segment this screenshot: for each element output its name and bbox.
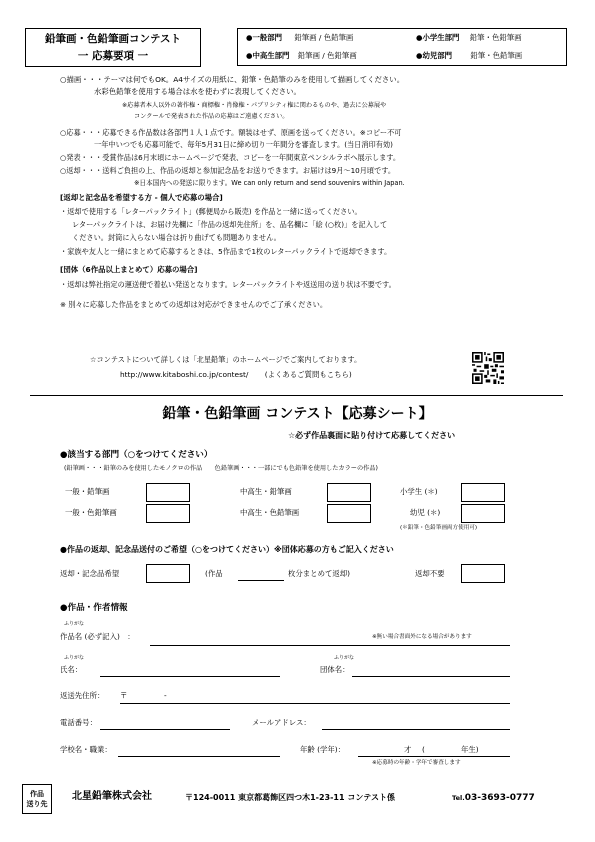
group-heading: [団体（6作品以上まとめて）応募の場合] [60, 265, 198, 274]
header-title-box [25, 28, 201, 67]
divider-line [30, 395, 563, 396]
info-faq: (よくあるご質問もこちら) [264, 370, 352, 379]
category-box [237, 28, 567, 66]
individual-line-4: ・家族や友人と一緒にまとめて応募するときは、5作品まで1枚のレターパックライトで返却できます。 [60, 247, 392, 256]
category-name: 一般部門 [252, 33, 283, 42]
bullet: ● [246, 51, 253, 60]
rule-drawing-1: ○描画・・・テーマは何でもOK。A4サイズの用紙に、鉛筆・色鉛筆のみを使用して描画してください。 [60, 75, 405, 84]
rule-apply-1: ○応募・・・応募できる作品数は各部門１人１点です。額装はせず、原画を送ってください。※コピー不可 [60, 128, 402, 137]
tel-number: 03-3693-0777 [464, 793, 535, 803]
age-label: 年齢 (学年)： [300, 745, 346, 754]
rule-apply-2: 一年中いつでも応募可能で、毎年5月31日に締め切り一年間分を審査します。(当日消印有効) [94, 140, 393, 149]
rule-return-1: ○返却・・・送料ご負担の上、作品の返却と参加記念品をお送りできます。お届けは9月〜10月頃です。 [60, 166, 396, 175]
stamp-line-2: 送り先 [26, 800, 48, 808]
option-checkbox[interactable] [146, 504, 190, 523]
option-label: 一般・色鉛筆画 [65, 508, 117, 517]
address-input[interactable] [120, 703, 510, 704]
individual-line-1: ・返却で使用する「レターパックライト」(郵便局から販売) を作品と一緒に送ってください。 [60, 207, 362, 216]
section3-heading: ●作品・作者情報 [60, 603, 128, 613]
option-label: 中高生・色鉛筆画 [240, 508, 300, 517]
sheet-title: 鉛筆・色鉛筆画 コンテスト【応募シート】 [162, 406, 433, 422]
section2-heading: ●作品の返却、記念品送付のご希望（○をつけてください）※団体応募の方もご記入ください [60, 545, 394, 554]
individual-heading: [返却と記念品を希望する方 ‐ 個人で応募の場合] [60, 193, 223, 202]
footer-address: 〒124-0011 東京都葛飾区四つ木1-23-11 コンテスト係 [185, 793, 396, 802]
work-name-label: 作品名 (必ず記入) ： [60, 632, 135, 641]
option-label: 小学生 (＊) [400, 487, 438, 496]
category-junior-high [246, 51, 357, 61]
option-checkbox[interactable] [461, 483, 505, 502]
info-line: ☆コンテストについて詳しくは「北星鉛筆」のホームページでご案内しております。 [90, 355, 362, 364]
option-label: 一般・鉛筆画 [65, 487, 110, 496]
option-checkbox[interactable] [146, 483, 190, 502]
category-toddler [416, 51, 522, 61]
bullet: ● [246, 33, 253, 42]
send-to-stamp [22, 784, 52, 814]
info-url-link[interactable]: http://www.kitaboshi.co.jp/contest/ [120, 370, 249, 379]
return-none-checkbox[interactable] [461, 564, 505, 583]
return-want-label: 返却・記念品希望 [60, 569, 120, 578]
grade-close: 年生) [461, 745, 479, 754]
category-desc: 鉛筆画 / 色鉛筆画 [294, 33, 354, 42]
return-want-checkbox[interactable] [146, 564, 190, 583]
category-desc: 鉛筆画 / 色鉛筆画 [297, 51, 357, 60]
work-count-suffix: 枚分まとめて返却) [288, 569, 351, 578]
category-desc: 鉛筆・色鉛筆画 [470, 51, 523, 60]
age-input[interactable] [358, 756, 510, 757]
option-label: 幼児 (＊) [410, 508, 441, 517]
category-name: 中高生部門 [252, 51, 290, 60]
category-desc: 鉛筆・色鉛筆画 [469, 33, 522, 42]
group-name-label: 団体名： [320, 665, 350, 674]
sheet-subtitle: ☆必ず作品裏面に貼り付けて応募してください [288, 431, 456, 440]
category-name: 小学生部門 [422, 33, 460, 42]
furigana-label: ふりがな [64, 655, 85, 661]
return-none-label: 返却不要 [415, 569, 445, 578]
name-label: 氏名： [60, 665, 83, 674]
individual-line-3: ください。封筒に入らない場合は折り曲げても問題ありません。 [72, 233, 281, 242]
postal-dash: - [164, 691, 167, 700]
category-name: 幼児部門 [422, 51, 453, 60]
group-note: ※ 別々に応募した作品をまとめての返却は対応ができませんのでご了承ください。 [60, 300, 328, 309]
age-unit: 才 [404, 745, 412, 754]
category-elementary [416, 33, 522, 43]
header-subtitle: 一 応募要項 一 [77, 50, 149, 62]
footer-company: 北星鉛筆株式会社 [72, 791, 152, 802]
info-url[interactable] [120, 370, 352, 380]
qr-code-icon[interactable] [472, 352, 504, 384]
work-name-note: ※無い場合書面外になる場合があります [372, 634, 472, 640]
rule-return-2: ※日本国内への発送に限ります。We can only return and send souvenirs within Japan. [134, 179, 405, 187]
school-label: 学校名・職業： [60, 745, 112, 754]
group-name-input[interactable] [352, 676, 510, 677]
tel-label: Tel. [452, 794, 465, 802]
work-count-input[interactable] [238, 580, 284, 581]
phone-input[interactable] [100, 729, 230, 730]
stamp-line-1: 作品 [30, 790, 44, 798]
category-general [246, 33, 353, 43]
furigana-label: ふりがな [64, 621, 85, 627]
work-count-prefix: (作品 [205, 569, 223, 578]
group-line-1: ・返却は弊社指定の運送便で着払い発送となります。レターパックライトや返送用の送り状は不要です。 [60, 280, 396, 289]
phone-label: 電話番号： [60, 718, 97, 727]
section1-heading: ●該当する部門（○をつけてください） [60, 450, 213, 460]
postal-mark: 〒 [120, 691, 128, 700]
option-checkbox[interactable] [327, 483, 371, 502]
option-checkbox[interactable] [461, 504, 505, 523]
bullet: ● [416, 33, 423, 42]
bullet: ● [416, 51, 423, 60]
option-checkbox[interactable] [327, 504, 371, 523]
email-input[interactable] [322, 729, 510, 730]
footer-tel [452, 791, 535, 805]
name-input[interactable] [100, 676, 280, 677]
rule-announce: ○発表・・・受賞作品は6月末頃にホームページで発表、コピーを一年間東京ペンシルラボへ展示します。 [60, 153, 401, 162]
school-input[interactable] [118, 756, 280, 757]
grade-open: ( [422, 745, 425, 754]
furigana-label: ふりがな [334, 655, 355, 661]
rule-drawing-2: 水彩色鉛筆を使用する場合は水を使わずに表現してください。 [94, 87, 301, 96]
section1-note: (鉛筆画・・・鉛筆のみを使用したモノクロの作品 色鉛筆画・・・一部にでも色鉛筆を使用したカラーの作品) [64, 465, 378, 472]
header-title: 鉛筆画・色鉛筆画コンテスト [44, 33, 182, 45]
section1-footnote: (＊鉛筆・色鉛筆画両方使用可) [400, 525, 478, 531]
rule-drawing-4: コンクールで発表された作品の応募はご遠慮ください。 [134, 113, 289, 120]
address-label: 返送先住所： [60, 691, 105, 700]
age-note: ※応募時の年齢・学年で審査します [372, 760, 461, 766]
email-label: メールアドレス： [252, 718, 311, 727]
option-label: 中高生・鉛筆画 [240, 487, 292, 496]
individual-line-2: レターパックライトは、お届け先欄に「作品の返却先住所」を、品名欄に「絵 (○枚)」を記入して [72, 220, 388, 229]
rule-drawing-3: ※応募者本人以外の著作権・商標権・肖像権・パブリシティ権に関わるものや、過去に公募展や [122, 102, 387, 109]
work-name-input[interactable] [150, 645, 510, 646]
